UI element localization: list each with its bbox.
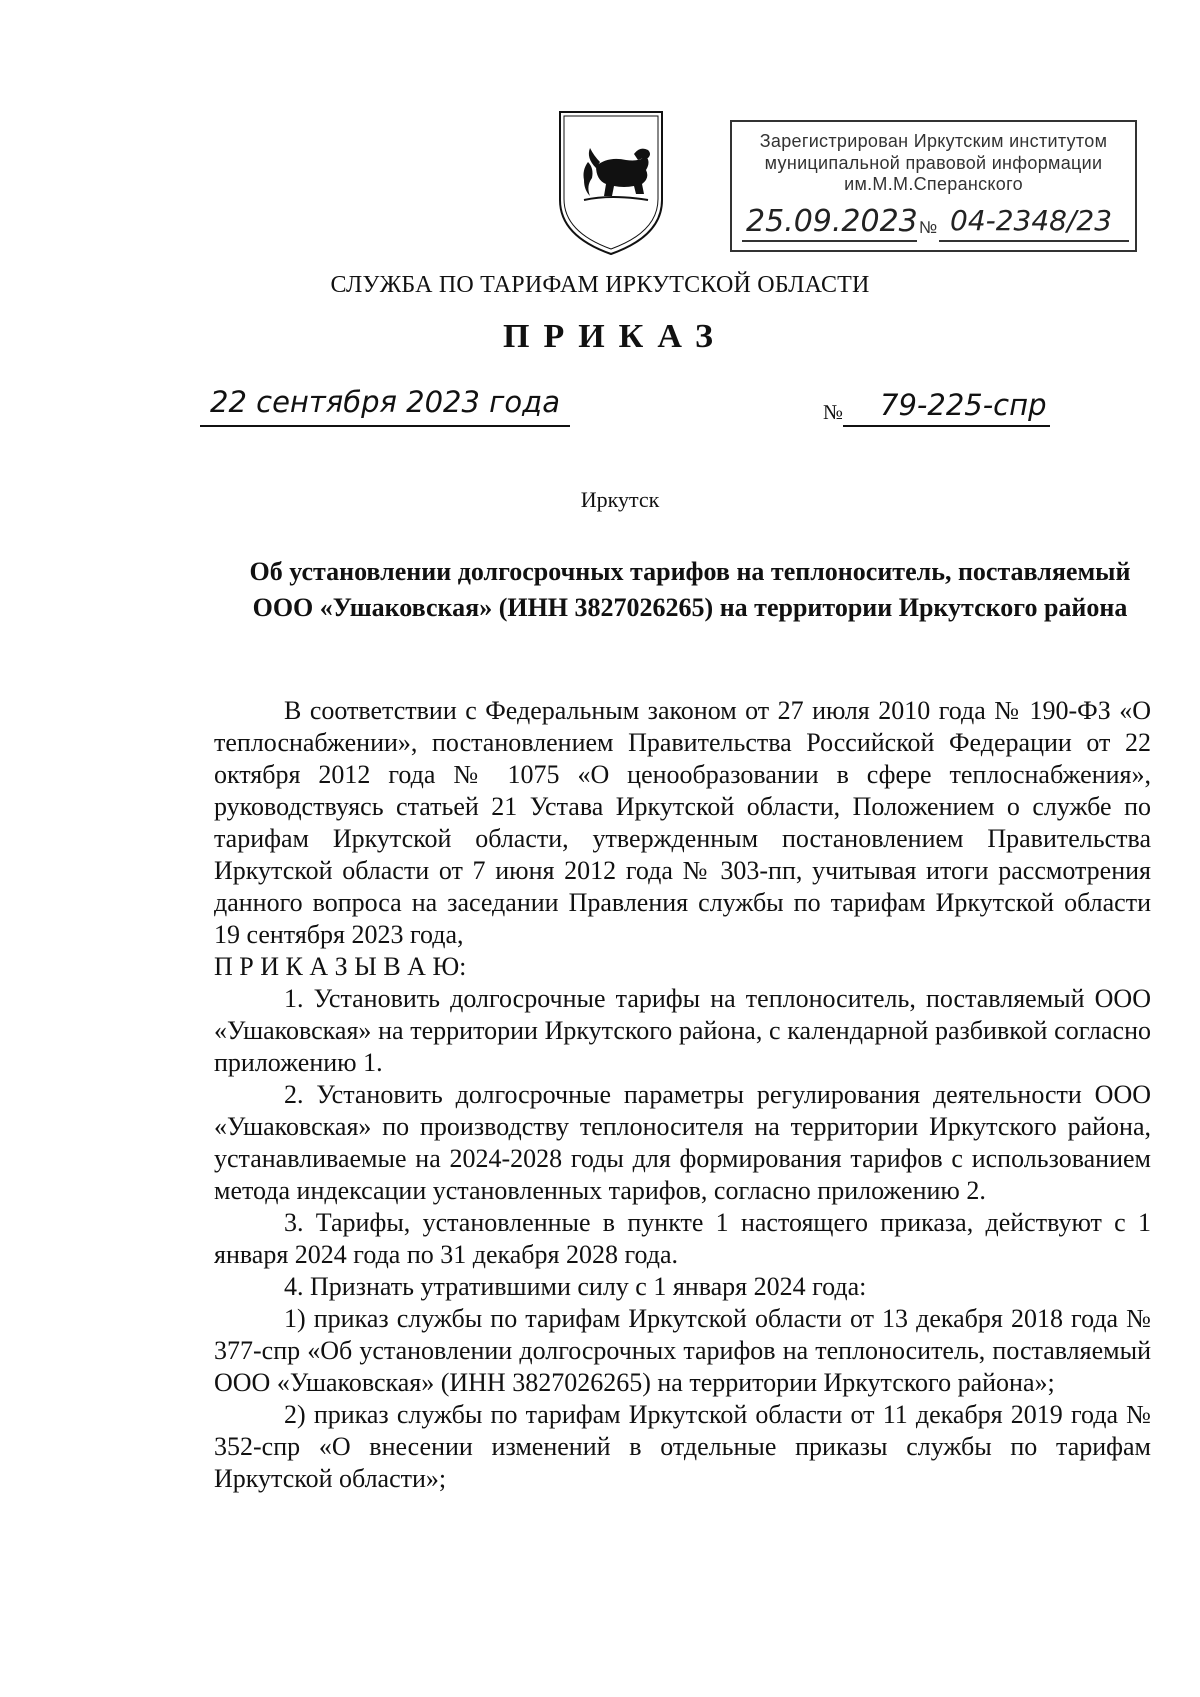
order-number: 79-225-спр	[880, 388, 1047, 422]
document-title: Об установлении долгосрочных тарифов на теплоноситель, поставляемый ООО «Ушаковская» (ИНН 3827026265) на территории Иркутского района	[249, 557, 1131, 622]
repealed-item-1: 1) приказ службы по тарифам Иркутской области от 13 декабря 2018 года № 377-спр «Об установлении долгосрочных тарифов на теплоноситель, поставляемый ООО «Ушаковская» (ИНН 3827026265) на территории Иркутского района»;	[214, 1304, 1151, 1397]
stamp-date-underline	[742, 240, 917, 242]
stamp-number-underline	[939, 240, 1129, 242]
order-number-underline	[843, 425, 1050, 427]
order-item-3: 3. Тарифы, установленные в пункте 1 настоящего приказа, действуют с 1 января 2024 года по 31 декабря 2028 года.	[214, 1208, 1151, 1269]
repealed-item-2: 2) приказ службы по тарифам Иркутской области от 11 декабря 2019 года № 352-спр «О внесении изменений в отдельные приказы службы по тарифам Иркутской области»;	[214, 1400, 1151, 1493]
order-item-4: 4. Признать утратившими силу с 1 января 2024 года:	[284, 1272, 867, 1301]
document-body	[214, 695, 1151, 1495]
stamp-registration-date: 25.09.2023	[746, 204, 918, 239]
stamp-number-label: №	[919, 218, 938, 237]
stamp-line-1: Зарегистрирован Иркутским институтом	[759, 131, 1108, 151]
stamp-registration-row	[732, 204, 1135, 244]
order-date: 22 сентября 2023 года	[210, 385, 560, 419]
decree-word: П Р И К А З Ы В А Ю:	[214, 952, 467, 981]
coat-of-arms-emblem	[556, 108, 666, 258]
document-type: ПРИКАЗ	[503, 318, 727, 355]
stamp-registration-number: 04-2348/23	[950, 204, 1113, 237]
order-number-label: №	[823, 400, 844, 424]
order-item-1: 1. Установить долгосрочные тарифы на теплоноситель, поставляемый ООО «Ушаковская» на территории Иркутского района, с календарной разбивкой согласно приложению 1.	[214, 984, 1151, 1077]
order-date-underline	[200, 425, 570, 427]
city-name: Иркутск	[580, 487, 660, 512]
preamble-paragraph: В соответствии с Федеральным законом от 27 июля 2010 года № 190-ФЗ «О теплоснабжении», постановлением Правительства Российской Федерации от 22 октября 2012 года № 1075 «О ценообразовании в сфере теплоснабжения», руководствуясь статьей 21 Устава Иркутской области, Положением о службе по тарифам Иркутской области, утвержденным постановлением Правительства Иркутской области от 7 июня 2012 года № 303-пп, учитывая итоги рассмотрения данного вопроса на заседании Правления службы по тарифам Иркутской области 19 сентября 2023 года,	[214, 696, 1151, 949]
agency-name: СЛУЖБА ПО ТАРИФАМ ИРКУТСКОЙ ОБЛАСТИ	[330, 272, 870, 298]
stamp-line-2: муниципальной правовой информации	[764, 153, 1103, 173]
registration-stamp	[730, 120, 1137, 252]
order-item-2: 2. Установить долгосрочные параметры регулирования деятельности ООО «Ушаковская» по производству теплоносителя на территории Иркутского района, устанавливаемые на 2024-2028 годы для формирования тарифов с использованием метода индексации установленных тарифов, согласно приложению 2.	[214, 1080, 1151, 1205]
stamp-line-3: им.М.М.Сперанского	[844, 174, 1023, 194]
